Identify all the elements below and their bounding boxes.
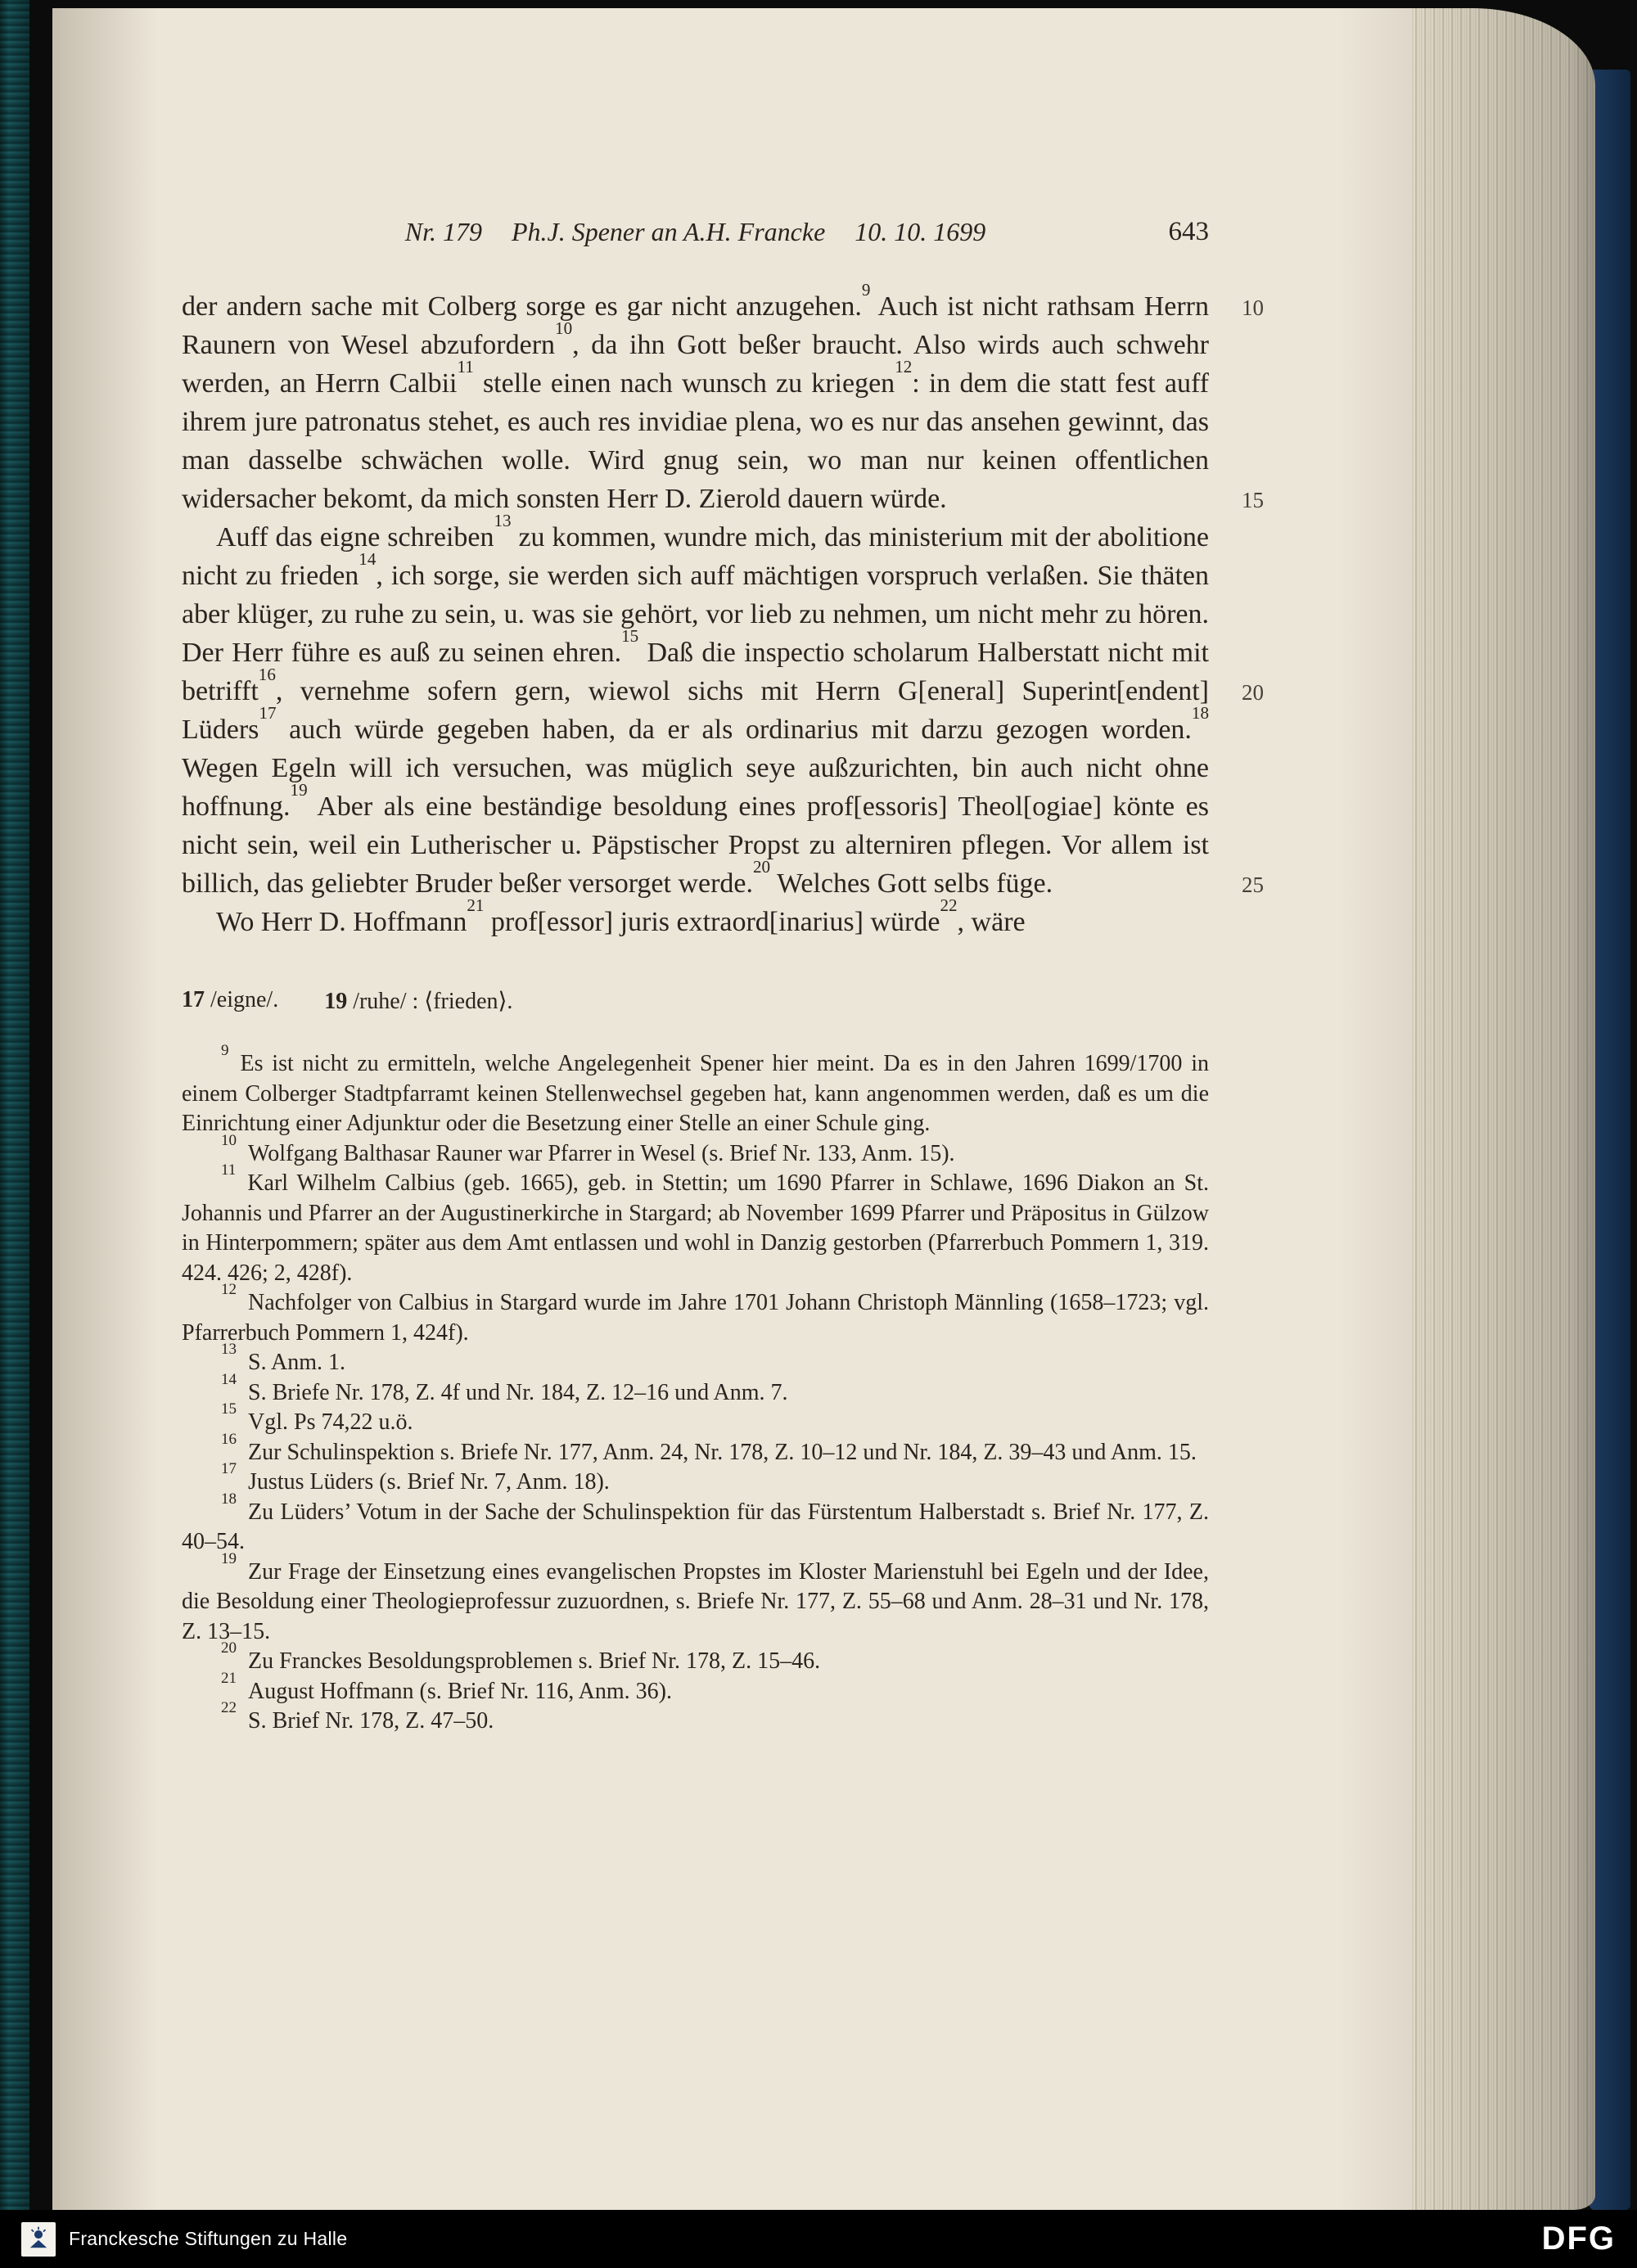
running-head	[182, 217, 1209, 251]
footnote-17: $^{17}$ Justus Lüders (s. Brief Nr. 7, Anm. 18).	[221, 1460, 610, 1495]
footnote-20: $^{20}$ Zu Franckes Besoldungsproblemen s. Brief Nr. 178, Z. 15–46.	[221, 1639, 821, 1674]
footnote-11: $^{11}$ Karl Wilhelm Calbius (geb. 1665), geb. in Stettin; um 1690 Pfarrer in Schlawe, 1696 Diakon an St. Johannis und Pfarrer an der Augustinerkirche in Stargard; ab November 1699 Pfarrer und Präpositus in Gülzow in Hinterpommern; später aus dem Amt entlassen und wohl in Danzig gestorben (Pfarrerbuch Pommern 1, 319. 424. 426; 2, 428f).	[182, 1161, 1209, 1286]
apparatus-entry: 19 /ruhe/ : ⟨frieden⟩.	[324, 989, 513, 1014]
margin-line-numbers	[1242, 287, 1291, 941]
footnote-14: $^{14}$ S. Briefe Nr. 178, Z. 4f und Nr. 184, Z. 12–16 und Anm. 7.	[221, 1370, 788, 1405]
margin-line-number: 10	[1242, 295, 1264, 320]
footnote-10: $^{10}$ Wolfgang Balthasar Rauner war Pfarrer in Wesel (s. Brief Nr. 133, Anm. 15).	[221, 1131, 955, 1166]
letter-number: Nr. 179	[404, 217, 482, 246]
footnote-18: $^{18}$ Zu Lüders’ Votum in der Sache der Schulinspektion für das Fürstentum Halberstadt s. Brief Nr. 177, Z. 40–54.	[182, 1490, 1209, 1554]
footnote-15: $^{15}$ Vgl. Ps 74,22 u.ö.	[221, 1400, 413, 1435]
margin-line-number: 20	[1242, 680, 1264, 705]
apparatus-line	[182, 987, 1209, 1015]
franckesche-stiftungen-logo-icon	[21, 2222, 56, 2257]
footnote-9: $^9$ Es ist nicht zu ermitteln, welche Angelegenheit Spener hier meint. Da es in den Jahren 1699/1700 in einem Colberger Stadtpfarramt keinen Stellenwechsel gegeben hat, kann angenommen werden, daß es um die Einrichtung einer Adjunktur oder die Besetzung einer Stelle an einer Schule ging.	[182, 1042, 1209, 1136]
footnote-16: $^{16}$ Zur Schulinspektion s. Briefe Nr. 177, Anm. 24, Nr. 178, Z. 10–12 und Nr. 184, Z. 39–43 und Anm. 15.	[221, 1430, 1197, 1465]
page-stack-edges	[1411, 8, 1595, 2210]
footer-bar	[0, 2210, 1637, 2268]
footnotes	[182, 1042, 1209, 1737]
footnote-21: $^{21}$ August Hoffmann (s. Brief Nr. 116, Anm. 36).	[221, 1669, 672, 1704]
footer-left	[21, 2222, 347, 2257]
book-binding-edge	[0, 0, 29, 2210]
margin-line-number: 25	[1242, 872, 1264, 897]
page-content	[182, 217, 1264, 1737]
body-paragraph-2: Auff das eigne schreiben$^{13}$ zu kommen, wundre mich, das ministerium mit der abolitione nicht zu frieden$^{14}$, ich sorge, sie werden sich auff mächtigen vorspruch verlaßen. Sie thäten aber klüger, zu ruhe zu sein, u. was sie gehört, vor lieb zu nehmen, um nicht mehr zu hören. Der Herr führe es auß zu seinen ehren.$^{15}$ Daß die inspectio scholarum Halberstatt nicht mit betrifft$^{16}$, vernehme sofern gern, wiewol sichs mit Herrn G[eneral] Superint[endent] Lüders$^{17}$ auch würde gegeben haben, da er als ordinarius mit darzu gezogen worden.$^{18}$ Wegen Egeln will ich versuchen, was müglich seye außzurichten, bin auch nicht ohne hoffnung.$^{19}$ Aber als eine beständige besoldung eines prof[essoris] Theol[ogiae] könte es nicht sein, weil ein Lutherischer u. Päpstischer Propst zu alterniren pflegen. Vor allem ist billich, das geliebter Bruder beßer versorget werde.$^{20}$ Welches Gott selbs füge.	[182, 511, 1210, 899]
margin-line-number: 15	[1242, 488, 1264, 512]
letter-title: Ph.J. Spener an A.H. Francke	[511, 217, 826, 246]
body-wrap	[182, 280, 1264, 941]
running-head-center	[182, 217, 1209, 247]
body-text	[182, 280, 1210, 941]
body-paragraph-1: der andern sache mit Colberg sorge es gar nicht anzugehen.$^9$ Auch ist nicht rathsam Herrn Raunern von Wesel abzufordern$^{10}$, da ihn Gott beßer braucht. Also wirds auch schwehr werden, an Herrn Calbii$^{11}$ stelle einen nach wunsch zu kriegen$^{12}$: in dem die statt fest auff ihrem jure patronatus stehet, es auch res invidiae plena, wo es nur das ansehen gewinnt, das man dasselbe schwächen wolle. Wird gnug sein, wo man nur keinen offentlichen widersacher bekomt, da mich sonsten Herr D. Zierold dauern würde.	[182, 280, 1210, 514]
footnote-22: $^{22}$ S. Brief Nr. 178, Z. 47–50.	[221, 1699, 494, 1734]
institution-label: Franckesche Stiftungen zu Halle	[69, 2228, 348, 2249]
apparatus-entry: 17 /eigne/.	[182, 987, 279, 1012]
footnote-19: $^{19}$ Zur Frage der Einsetzung eines evangelischen Propstes im Kloster Marienstuhl bei Egeln und der Idee, die Besoldung einer Theologieprofessur zuzuordnen, s. Briefe Nr. 177, Z. 55–68 und Anm. 28–31 und Nr. 178, Z. 13–15.	[182, 1549, 1209, 1644]
page-number: 643	[1168, 217, 1209, 246]
book-page	[52, 8, 1411, 2210]
book-cover-edge	[1590, 70, 1630, 2210]
dfg-logo: DFG	[1541, 2221, 1616, 2257]
letter-date: 10. 10. 1699	[855, 217, 986, 246]
footnote-13: $^{13}$ S. Anm. 1.	[221, 1341, 346, 1375]
body-paragraph-3: Wo Herr D. Hoffmann$^{21}$ prof[essor] juris extraord[inarius] würde$^{22}$, wäre	[216, 895, 1026, 937]
footnote-12: $^{12}$ Nachfolger von Calbius in Stargard wurde im Jahre 1701 Johann Christoph Männling (1658–1723; vgl. Pfarrerbuch Pommern 1, 424f).	[182, 1281, 1209, 1346]
